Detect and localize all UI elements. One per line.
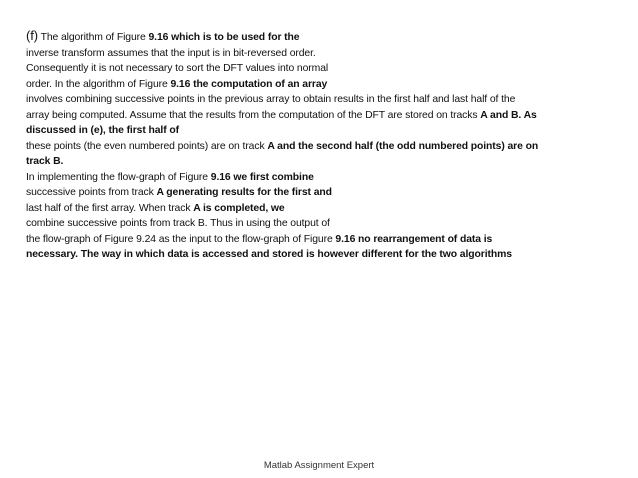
text-plain: Consequently it is not necessary to sort the DFT values into normal <box>26 63 329 74</box>
text-plain: involves combining successive points in the previous array to obtain results in the first half and last half of the <box>26 94 516 105</box>
text-line-10 <box>26 170 616 186</box>
text-line-13 <box>26 216 616 232</box>
text-line-4 <box>26 77 616 93</box>
text-bold: 9.16 which is to be used for the <box>148 32 300 43</box>
text-line-14 <box>26 232 616 248</box>
text-bold: 9.16 we first combine <box>210 171 314 183</box>
text-plain: the flow-graph of Figure 9.24 as the input to the flow-graph of Figure <box>26 233 336 245</box>
text-bold: discussed in (e), the first half of <box>26 125 179 136</box>
text-plain: combine successive points from track B. Thus in using the output of <box>26 218 330 229</box>
text-bold: A and the second half (the odd numbered points) are on <box>267 140 539 152</box>
text-line-12 <box>26 201 616 217</box>
text-line-1 <box>26 28 616 46</box>
text-bold: A and B. As <box>480 109 537 121</box>
text-plain: these points (the even numbered points) are on track <box>26 140 268 152</box>
text-plain: The algorithm of Figure <box>37 32 149 43</box>
text-bold: 9.16 the computation of an array <box>170 78 328 90</box>
text-line-8 <box>26 139 616 155</box>
text-line-6 <box>26 108 616 124</box>
footer-credit: Matlab Assignment Expert <box>263 460 375 471</box>
text-plain: inverse transform assumes that the input is in bit-reversed order. <box>26 47 316 59</box>
text-bold: A generating results for the first and <box>156 187 332 198</box>
part-label: (f) <box>26 28 38 43</box>
text-line-11 <box>26 185 616 201</box>
text-line-2 <box>26 46 616 62</box>
text-line-3 <box>26 61 616 77</box>
text-bold: necessary. The way in which data is accessed and stored is however different for the two algorithms <box>26 249 512 260</box>
text-line-15 <box>26 247 616 263</box>
text-line-7 <box>26 123 616 139</box>
text-line-5 <box>26 92 616 108</box>
slide-body <box>26 28 616 263</box>
text-line-9 <box>26 154 616 170</box>
text-bold: track B. <box>26 156 64 167</box>
text-bold: 9.16 no rearrangement of data is <box>335 233 493 245</box>
text-plain: In implementing the flow-graph of Figure <box>26 171 211 183</box>
text-plain: order. In the algorithm of Figure <box>26 78 171 90</box>
text-plain: array being computed. Assume that the results from the computation of the DFT are stored on tracks <box>26 109 481 121</box>
text-plain: last half of the first array. When track <box>26 202 194 214</box>
text-bold: A is completed, we <box>193 202 285 214</box>
text-plain: successive points from track <box>26 187 157 198</box>
